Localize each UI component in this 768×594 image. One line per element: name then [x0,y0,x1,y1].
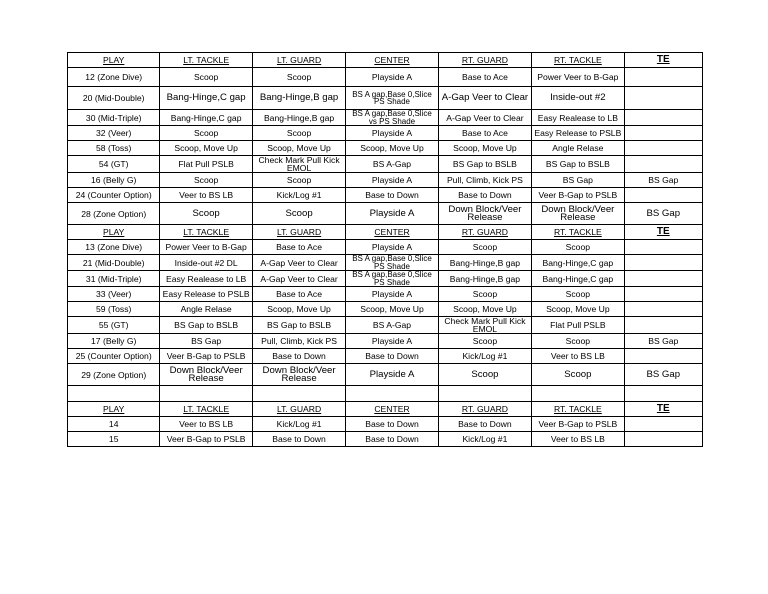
cell-play: 13 (Zone Dive) [68,240,160,255]
cell-rt-guard: Scoop, Move Up [438,141,531,156]
cell-play: 59 (Toss) [68,302,160,317]
table-row [68,173,703,188]
header-te: TE [624,225,702,240]
cell-rt-tackle: Scoop [532,240,624,255]
header-lt-guard: LT. GUARD [252,53,345,68]
table-row [68,271,703,287]
cell-rt-guard: Scoop [438,287,531,302]
header-rt-tackle: RT. TACKLE [532,402,624,417]
cell-rt-guard: A-Gap Veer to Clear [438,110,531,126]
cell-play: 16 (Belly G) [68,173,160,188]
table-row [68,255,703,271]
cell-rt-tackle: BS Gap to BSLB [532,156,624,173]
header-center: CENTER [346,53,438,68]
table-row [68,417,703,432]
cell-lt-tackle: Angle Relase [160,302,252,317]
table-row [68,126,703,141]
cell-rt-tackle: Scoop [532,334,624,349]
cell-rt-guard: A-Gap Veer to Clear [438,87,531,110]
header-te: TE [624,53,702,68]
cell-lt-tackle: Veer B-Gap to PSLB [160,432,252,447]
cell-lt-tackle: Veer B-Gap to PSLB [160,349,252,364]
cell-lt-tackle: Bang-Hinge,C gap [160,110,252,126]
cell-play: 14 [68,417,160,432]
cell-te [624,432,702,447]
table-row [68,317,703,334]
cell-te [624,302,702,317]
cell-te [624,240,702,255]
cell-lt-guard: Check Mark Pull Kick EMOL [252,156,345,173]
cell-rt-tackle: Bang-Hinge,C gap [532,271,624,287]
header-lt-tackle: LT. TACKLE [160,402,252,417]
header-rt-guard: RT. GUARD [438,225,531,240]
spacer-row [68,386,703,402]
empty-cell [160,386,252,402]
cell-play: 24 (Counter Option) [68,188,160,203]
table-row [68,334,703,349]
cell-center: Playside A [346,126,438,141]
cell-rt-guard: Kick/Log #1 [438,349,531,364]
cell-rt-guard: Scoop, Move Up [438,302,531,317]
table-row [68,68,703,87]
cell-play: 29 (Zone Option) [68,364,160,386]
cell-rt-guard: Pull, Climb, Kick PS [438,173,531,188]
cell-play: 31 (Mid-Triple) [68,271,160,287]
header-play: PLAY [68,225,160,240]
cell-lt-guard: Scoop [252,203,345,225]
cell-center: Base to Down [346,349,438,364]
cell-lt-guard: Kick/Log #1 [252,417,345,432]
cell-lt-tackle: Scoop [160,173,252,188]
cell-rt-tackle: Angle Relase [532,141,624,156]
cell-lt-guard: Scoop [252,173,345,188]
header-lt-tackle: LT. TACKLE [160,53,252,68]
cell-center: BS A gap,Base 0,Slice PS Shade [346,87,438,110]
cell-lt-tackle: Inside-out #2 DL [160,255,252,271]
header-row [68,225,703,240]
cell-te: BS Gap [624,364,702,386]
header-lt-tackle: LT. TACKLE [160,225,252,240]
cell-te [624,141,702,156]
cell-te [624,317,702,334]
cell-rt-tackle: Down Block/Veer Release [532,203,624,225]
table-row [68,240,703,255]
cell-play: 30 (Mid-Triple) [68,110,160,126]
cell-lt-guard: Base to Ace [252,287,345,302]
cell-center: BS A gap,Base 0,Slice vs PS Shade [346,110,438,126]
table-row [68,302,703,317]
cell-play: 15 [68,432,160,447]
cell-lt-guard: Scoop, Move Up [252,302,345,317]
cell-te [624,68,702,87]
cell-te: BS Gap [624,334,702,349]
cell-center: Playside A [346,364,438,386]
cell-lt-guard: Scoop, Move Up [252,141,345,156]
header-play: PLAY [68,53,160,68]
empty-cell [624,386,702,402]
cell-lt-tackle: BS Gap [160,334,252,349]
cell-lt-tackle: Flat Pull PSLB [160,156,252,173]
empty-cell [532,386,624,402]
header-play: PLAY [68,402,160,417]
cell-rt-tackle: Veer to BS LB [532,432,624,447]
cell-rt-guard: Base to Ace [438,68,531,87]
cell-center: Playside A [346,287,438,302]
table-row [68,110,703,126]
cell-play: 28 (Zone Option) [68,203,160,225]
cell-lt-guard: Bang-Hinge,B gap [252,87,345,110]
cell-lt-guard: Base to Down [252,349,345,364]
table-body [68,53,703,447]
empty-cell [438,386,531,402]
cell-play: 32 (Veer) [68,126,160,141]
cell-center: Base to Down [346,188,438,203]
cell-rt-guard: Scoop [438,364,531,386]
cell-lt-guard: Scoop [252,68,345,87]
cell-rt-tackle: Power Veer to B-Gap [532,68,624,87]
cell-lt-tackle: Easy Release to PSLB [160,287,252,302]
header-rt-tackle: RT. TACKLE [532,53,624,68]
cell-rt-tackle: Inside-out #2 [532,87,624,110]
cell-center: BS A-Gap [346,317,438,334]
cell-play: 33 (Veer) [68,287,160,302]
cell-te [624,188,702,203]
cell-te [624,255,702,271]
cell-center: Base to Down [346,417,438,432]
cell-rt-guard: BS Gap to BSLB [438,156,531,173]
cell-play: 21 (Mid-Double) [68,255,160,271]
cell-lt-guard: Kick/Log #1 [252,188,345,203]
cell-center: BS A-Gap [346,156,438,173]
cell-center: Playside A [346,240,438,255]
cell-lt-guard: Pull, Climb, Kick PS [252,334,345,349]
cell-rt-guard: Base to Down [438,188,531,203]
cell-rt-tackle: Bang-Hinge,C gap [532,255,624,271]
table-row [68,156,703,173]
cell-play: 54 (GT) [68,156,160,173]
cell-rt-guard: Down Block/Veer Release [438,203,531,225]
table-row [68,364,703,386]
table-row [68,349,703,364]
cell-center: BS A gap,Base 0,Slice PS Shade [346,271,438,287]
header-rt-guard: RT. GUARD [438,402,531,417]
cell-lt-guard: A-Gap Veer to Clear [252,255,345,271]
cell-center: BS A gap,Base 0,Slice PS Shade [346,255,438,271]
cell-play: 20 (Mid-Double) [68,87,160,110]
table-row [68,287,703,302]
cell-rt-guard: Scoop [438,240,531,255]
cell-lt-guard: Bang-Hinge,B gap [252,110,345,126]
table-row [68,432,703,447]
cell-lt-guard: Scoop [252,126,345,141]
cell-lt-tackle: Scoop [160,126,252,141]
cell-rt-tackle: Veer B-Gap to PSLB [532,417,624,432]
cell-center: Base to Down [346,432,438,447]
cell-center: Playside A [346,203,438,225]
header-lt-guard: LT. GUARD [252,225,345,240]
cell-play: 58 (Toss) [68,141,160,156]
header-te: TE [624,402,702,417]
cell-rt-tackle: Flat Pull PSLB [532,317,624,334]
cell-lt-tackle: Scoop [160,203,252,225]
cell-rt-tackle: Scoop [532,364,624,386]
cell-te [624,126,702,141]
cell-play: 12 (Zone Dive) [68,68,160,87]
cell-lt-guard: A-Gap Veer to Clear [252,271,345,287]
cell-rt-tackle: BS Gap [532,173,624,188]
cell-rt-guard: Scoop [438,334,531,349]
cell-te [624,271,702,287]
cell-lt-tackle: Veer to BS LB [160,417,252,432]
cell-rt-guard: Bang-Hinge,B gap [438,255,531,271]
cell-center: Scoop, Move Up [346,141,438,156]
cell-te: BS Gap [624,203,702,225]
cell-center: Playside A [346,173,438,188]
cell-rt-tackle: Scoop [532,287,624,302]
cell-rt-guard: Base to Ace [438,126,531,141]
cell-lt-tackle: BS Gap to BSLB [160,317,252,334]
table-row [68,87,703,110]
cell-play: 25 (Counter Option) [68,349,160,364]
cell-lt-tackle: Easy Realease to LB [160,271,252,287]
header-lt-guard: LT. GUARD [252,402,345,417]
cell-center: Playside A [346,68,438,87]
cell-rt-tackle: Veer B-Gap to PSLB [532,188,624,203]
cell-lt-tackle: Bang-Hinge,C gap [160,87,252,110]
cell-lt-guard: Down Block/Veer Release [252,364,345,386]
cell-rt-tackle: Scoop, Move Up [532,302,624,317]
blocking-assignment-table [67,52,703,447]
cell-te [624,156,702,173]
cell-rt-guard: Check Mark Pull Kick EMOL [438,317,531,334]
cell-rt-guard: Kick/Log #1 [438,432,531,447]
cell-te [624,87,702,110]
cell-rt-guard: Bang-Hinge,B gap [438,271,531,287]
table-row [68,203,703,225]
cell-lt-tackle: Power Veer to B-Gap [160,240,252,255]
cell-lt-tackle: Scoop, Move Up [160,141,252,156]
header-center: CENTER [346,225,438,240]
header-row [68,402,703,417]
cell-play: 55 (GT) [68,317,160,334]
cell-center: Scoop, Move Up [346,302,438,317]
cell-rt-guard: Base to Down [438,417,531,432]
header-rt-guard: RT. GUARD [438,53,531,68]
empty-cell [252,386,345,402]
header-row [68,53,703,68]
cell-rt-tackle: Easy Release to PSLB [532,126,624,141]
cell-lt-guard: BS Gap to BSLB [252,317,345,334]
cell-rt-tackle: Veer to BS LB [532,349,624,364]
cell-play: 17 (Belly G) [68,334,160,349]
header-rt-tackle: RT. TACKLE [532,225,624,240]
cell-te [624,287,702,302]
header-center: CENTER [346,402,438,417]
cell-te: BS Gap [624,173,702,188]
cell-lt-tackle: Veer to BS LB [160,188,252,203]
cell-te [624,417,702,432]
table-row [68,141,703,156]
empty-cell [68,386,160,402]
cell-te [624,110,702,126]
cell-lt-tackle: Down Block/Veer Release [160,364,252,386]
cell-lt-guard: Base to Down [252,432,345,447]
cell-te [624,349,702,364]
empty-cell [346,386,438,402]
table-row [68,188,703,203]
cell-center: Playside A [346,334,438,349]
cell-lt-tackle: Scoop [160,68,252,87]
cell-rt-tackle: Easy Realease to LB [532,110,624,126]
cell-lt-guard: Base to Ace [252,240,345,255]
